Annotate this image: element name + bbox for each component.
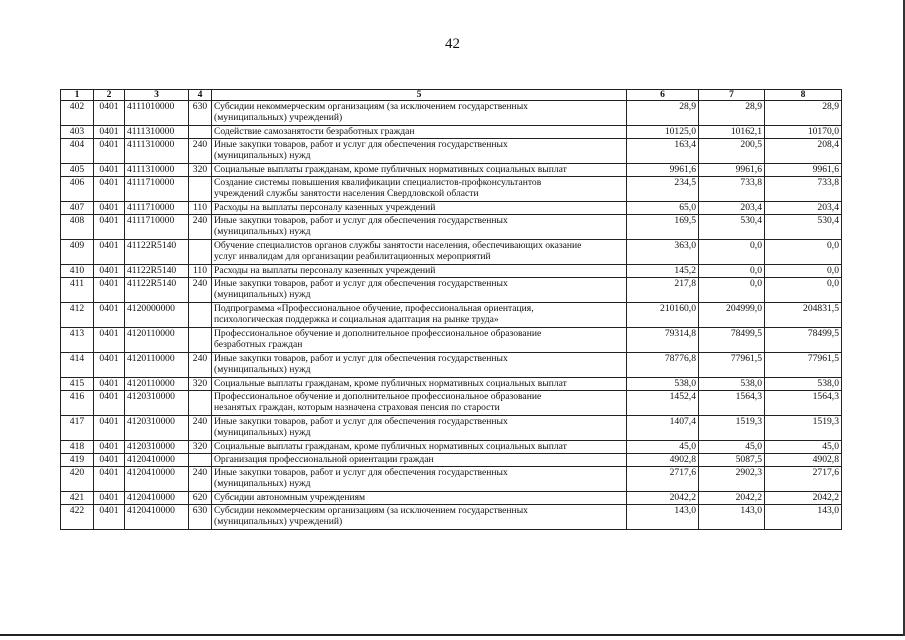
table-row — [61, 441, 842, 454]
target-code-cell: 4111710000 — [125, 202, 189, 215]
row-number-cell: 422 — [61, 505, 94, 530]
table-row — [61, 454, 842, 467]
section-code-cell: 0401 — [94, 240, 125, 265]
amount-col6-cell: 363,0 — [627, 240, 699, 265]
target-code-cell: 4120000000 — [125, 303, 189, 328]
target-code-cell: 4111310000 — [125, 126, 189, 139]
amount-col7-cell: 45,0 — [699, 441, 765, 454]
amount-col8-cell: 204831,5 — [765, 303, 842, 328]
amount-col6-cell: 145,2 — [627, 265, 699, 278]
expense-type-cell: 320 — [189, 164, 212, 177]
item-name-line: (муниципальных) учреждений) — [214, 516, 343, 527]
amount-col6-cell: 217,8 — [627, 278, 699, 303]
header-cell: 4 — [189, 90, 212, 101]
amount-col7-cell: 78499,5 — [699, 328, 765, 353]
item-name-cell — [212, 467, 627, 492]
section-code-cell: 0401 — [94, 378, 125, 391]
row-number-cell: 408 — [61, 215, 94, 240]
header-cell: 1 — [61, 90, 94, 101]
amount-col8-cell: 143,0 — [765, 505, 842, 530]
table-row — [61, 378, 842, 391]
item-name-line: Иные закупки товаров, работ и услуг для обеспечения государственных — [214, 139, 508, 150]
item-name-line: Социальные выплаты гражданам, кроме публичных нормативных социальных выплат — [214, 441, 567, 452]
amount-col8-cell: 2042,2 — [765, 492, 842, 505]
amount-col8-cell: 0,0 — [765, 278, 842, 303]
amount-col8-cell: 0,0 — [765, 265, 842, 278]
header-cell: 2 — [94, 90, 125, 101]
amount-col6-cell: 1407,4 — [627, 416, 699, 441]
row-number-cell: 404 — [61, 139, 94, 164]
expense-type-cell — [189, 303, 212, 328]
table-row — [61, 240, 842, 265]
item-name-cell — [212, 416, 627, 441]
section-code-cell: 0401 — [94, 126, 125, 139]
row-number-cell: 414 — [61, 353, 94, 378]
amount-col7-cell: 203,4 — [699, 202, 765, 215]
target-code-cell: 41122R5140 — [125, 265, 189, 278]
amount-col8-cell: 28,9 — [765, 101, 842, 126]
section-code-cell: 0401 — [94, 505, 125, 530]
item-name-cell — [212, 240, 627, 265]
item-name-cell — [212, 328, 627, 353]
item-name-cell — [212, 441, 627, 454]
header-cell: 8 — [765, 90, 842, 101]
item-name-line: (муниципальных) учреждений) — [214, 112, 343, 123]
row-number-cell: 412 — [61, 303, 94, 328]
table-row — [61, 303, 842, 328]
row-number-cell: 402 — [61, 101, 94, 126]
row-number-cell: 409 — [61, 240, 94, 265]
amount-col8-cell: 9961,6 — [765, 164, 842, 177]
target-code-cell: 4120310000 — [125, 416, 189, 441]
item-name-line: Организация профессиональной ориентации граждан — [214, 454, 434, 465]
item-name-line: Иные закупки товаров, работ и услуг для обеспечения государственных — [214, 353, 508, 364]
amount-col8-cell: 10170,0 — [765, 126, 842, 139]
target-code-cell: 4111010000 — [125, 101, 189, 126]
item-name-line: Социальные выплаты гражданам, кроме публичных нормативных социальных выплат — [214, 378, 567, 389]
table-row — [61, 278, 842, 303]
amount-col6-cell: 169,5 — [627, 215, 699, 240]
header-cell: 3 — [125, 90, 189, 101]
amount-col7-cell: 0,0 — [699, 265, 765, 278]
row-number-cell: 417 — [61, 416, 94, 441]
section-code-cell: 0401 — [94, 441, 125, 454]
amount-col8-cell: 1564,3 — [765, 391, 842, 416]
item-name-line: (муниципальных) нужд — [214, 364, 311, 375]
amount-col7-cell: 5087,5 — [699, 454, 765, 467]
row-number-cell: 407 — [61, 202, 94, 215]
section-code-cell: 0401 — [94, 164, 125, 177]
item-name-line: Создание системы повышения квалификации специалистов-профконсультантов — [214, 177, 542, 188]
table-header-row — [61, 90, 842, 101]
table-body — [61, 101, 842, 530]
table-row — [61, 467, 842, 492]
item-name-cell — [212, 139, 627, 164]
amount-col7-cell: 530,4 — [699, 215, 765, 240]
item-name-line: Обучение специалистов органов службы занятости населения, обеспечивающих оказание — [214, 240, 582, 251]
amount-col6-cell: 538,0 — [627, 378, 699, 391]
table-row — [61, 492, 842, 505]
table-row — [61, 391, 842, 416]
expense-type-cell: 240 — [189, 467, 212, 492]
section-code-cell: 0401 — [94, 265, 125, 278]
expense-type-cell: 630 — [189, 101, 212, 126]
item-name-line: услуг инвалидам для организации реабилитационных мероприятий — [214, 251, 491, 262]
table-row — [61, 101, 842, 126]
expense-type-cell: 320 — [189, 378, 212, 391]
amount-col7-cell: 9961,6 — [699, 164, 765, 177]
amount-col8-cell: 0,0 — [765, 240, 842, 265]
amount-col7-cell: 733,8 — [699, 177, 765, 202]
amount-col6-cell: 4902,8 — [627, 454, 699, 467]
target-code-cell: 41122R5140 — [125, 240, 189, 265]
target-code-cell: 4120110000 — [125, 353, 189, 378]
item-name-cell — [212, 215, 627, 240]
table-row — [61, 328, 842, 353]
item-name-cell — [212, 391, 627, 416]
amount-col8-cell: 77961,5 — [765, 353, 842, 378]
section-code-cell: 0401 — [94, 177, 125, 202]
budget-table — [60, 89, 842, 530]
amount-col8-cell: 78499,5 — [765, 328, 842, 353]
item-name-cell — [212, 126, 627, 139]
item-name-line: Субсидии автономным учреждениям — [214, 492, 366, 503]
header-cell: 5 — [212, 90, 627, 101]
item-name-line: Субсидии некоммерческим организациям (за исключением государственных — [214, 101, 528, 112]
amount-col6-cell: 234,5 — [627, 177, 699, 202]
item-name-line: Иные закупки товаров, работ и услуг для обеспечения государственных — [214, 278, 508, 289]
expense-type-cell: 110 — [189, 265, 212, 278]
item-name-line: (муниципальных) нужд — [214, 478, 311, 489]
amount-col6-cell: 78776,8 — [627, 353, 699, 378]
target-code-cell: 41122R5140 — [125, 278, 189, 303]
amount-col6-cell: 28,9 — [627, 101, 699, 126]
amount-col6-cell: 9961,6 — [627, 164, 699, 177]
header-cell: 6 — [627, 90, 699, 101]
amount-col6-cell: 10125,0 — [627, 126, 699, 139]
expense-type-cell: 240 — [189, 278, 212, 303]
amount-col6-cell: 2717,6 — [627, 467, 699, 492]
item-name-line: Иные закупки товаров, работ и услуг для обеспечения государственных — [214, 215, 508, 226]
item-name-cell — [212, 177, 627, 202]
section-code-cell: 0401 — [94, 101, 125, 126]
row-number-cell: 410 — [61, 265, 94, 278]
target-code-cell: 4111710000 — [125, 177, 189, 202]
row-number-cell: 415 — [61, 378, 94, 391]
item-name-cell — [212, 101, 627, 126]
amount-col7-cell: 28,9 — [699, 101, 765, 126]
amount-col8-cell: 530,4 — [765, 215, 842, 240]
expense-type-cell: 240 — [189, 353, 212, 378]
amount-col6-cell: 143,0 — [627, 505, 699, 530]
amount-col6-cell: 163,4 — [627, 139, 699, 164]
header-cell: 7 — [699, 90, 765, 101]
section-code-cell: 0401 — [94, 416, 125, 441]
item-name-cell — [212, 164, 627, 177]
item-name-cell — [212, 353, 627, 378]
page-number: 42 — [445, 36, 460, 52]
amount-col7-cell: 0,0 — [699, 278, 765, 303]
target-code-cell: 4120410000 — [125, 505, 189, 530]
table-row — [61, 164, 842, 177]
amount-col8-cell: 4902,8 — [765, 454, 842, 467]
amount-col7-cell: 2042,2 — [699, 492, 765, 505]
item-name-line: Расходы на выплаты персоналу казенных учреждений — [214, 202, 436, 213]
row-number-cell: 406 — [61, 177, 94, 202]
item-name-line: Профессиональное обучение и дополнительное профессиональное образование — [214, 391, 542, 402]
item-name-cell — [212, 303, 627, 328]
section-code-cell: 0401 — [94, 202, 125, 215]
amount-col7-cell: 2902,3 — [699, 467, 765, 492]
table-row — [61, 202, 842, 215]
row-number-cell: 419 — [61, 454, 94, 467]
expense-type-cell — [189, 126, 212, 139]
amount-col7-cell: 1519,3 — [699, 416, 765, 441]
expense-type-cell — [189, 240, 212, 265]
target-code-cell: 4111310000 — [125, 139, 189, 164]
amount-col7-cell: 77961,5 — [699, 353, 765, 378]
expense-type-cell — [189, 177, 212, 202]
section-code-cell: 0401 — [94, 139, 125, 164]
target-code-cell: 4120310000 — [125, 391, 189, 416]
item-name-line: (муниципальных) нужд — [214, 289, 311, 300]
amount-col8-cell: 45,0 — [765, 441, 842, 454]
amount-col6-cell: 2042,2 — [627, 492, 699, 505]
section-code-cell: 0401 — [94, 454, 125, 467]
item-name-line: (муниципальных) нужд — [214, 150, 311, 161]
amount-col6-cell: 210160,0 — [627, 303, 699, 328]
amount-col8-cell: 538,0 — [765, 378, 842, 391]
item-name-cell — [212, 278, 627, 303]
section-code-cell: 0401 — [94, 353, 125, 378]
table-row — [61, 126, 842, 139]
target-code-cell: 4120410000 — [125, 492, 189, 505]
item-name-cell — [212, 202, 627, 215]
amount-col8-cell: 733,8 — [765, 177, 842, 202]
row-number-cell: 413 — [61, 328, 94, 353]
amount-col8-cell: 2717,6 — [765, 467, 842, 492]
amount-col8-cell: 1519,3 — [765, 416, 842, 441]
row-number-cell: 418 — [61, 441, 94, 454]
item-name-line: Профессиональное обучение и дополнительное профессиональное образование — [214, 328, 542, 339]
item-name-line: Подпрограмма «Профессиональное обучение, профессиональная ориентация, — [214, 303, 534, 314]
item-name-line: Иные закупки товаров, работ и услуг для обеспечения государственных — [214, 467, 508, 478]
expense-type-cell — [189, 454, 212, 467]
amount-col7-cell: 10162,1 — [699, 126, 765, 139]
table-row — [61, 139, 842, 164]
item-name-line: Иные закупки товаров, работ и услуг для обеспечения государственных — [214, 416, 508, 427]
section-code-cell: 0401 — [94, 391, 125, 416]
row-number-cell: 421 — [61, 492, 94, 505]
expense-type-cell: 110 — [189, 202, 212, 215]
expense-type-cell: 630 — [189, 505, 212, 530]
amount-col8-cell: 208,4 — [765, 139, 842, 164]
table-row — [61, 505, 842, 530]
table-row — [61, 416, 842, 441]
target-code-cell: 4111710000 — [125, 215, 189, 240]
row-number-cell: 420 — [61, 467, 94, 492]
amount-col7-cell: 538,0 — [699, 378, 765, 391]
expense-type-cell: 620 — [189, 492, 212, 505]
expense-type-cell: 240 — [189, 139, 212, 164]
item-name-line: учреждений службы занятости населения Свердловской области — [214, 188, 479, 199]
expense-type-cell: 240 — [189, 416, 212, 441]
amount-col6-cell: 65,0 — [627, 202, 699, 215]
target-code-cell: 4120410000 — [125, 454, 189, 467]
target-code-cell: 4120110000 — [125, 328, 189, 353]
section-code-cell: 0401 — [94, 303, 125, 328]
row-number-cell: 411 — [61, 278, 94, 303]
amount-col7-cell: 200,5 — [699, 139, 765, 164]
row-number-cell: 403 — [61, 126, 94, 139]
expense-type-cell: 240 — [189, 215, 212, 240]
table-row — [61, 177, 842, 202]
amount-col6-cell: 79314,8 — [627, 328, 699, 353]
amount-col7-cell: 204999,0 — [699, 303, 765, 328]
amount-col6-cell: 1452,4 — [627, 391, 699, 416]
row-number-cell: 416 — [61, 391, 94, 416]
amount-col7-cell: 143,0 — [699, 505, 765, 530]
amount-col6-cell: 45,0 — [627, 441, 699, 454]
table-row — [61, 353, 842, 378]
item-name-line: безработных граждан — [214, 339, 303, 350]
item-name-cell — [212, 505, 627, 530]
page-edge-bottom — [0, 634, 905, 636]
section-code-cell: 0401 — [94, 328, 125, 353]
row-number-cell: 405 — [61, 164, 94, 177]
amount-col7-cell: 0,0 — [699, 240, 765, 265]
table-row — [61, 215, 842, 240]
item-name-line: Расходы на выплаты персоналу казенных учреждений — [214, 265, 436, 276]
section-code-cell: 0401 — [94, 467, 125, 492]
item-name-cell — [212, 378, 627, 391]
item-name-line: Социальные выплаты гражданам, кроме публичных нормативных социальных выплат — [214, 164, 567, 175]
amount-col8-cell: 203,4 — [765, 202, 842, 215]
target-code-cell: 4120110000 — [125, 378, 189, 391]
table-row — [61, 265, 842, 278]
target-code-cell: 4111310000 — [125, 164, 189, 177]
section-code-cell: 0401 — [94, 492, 125, 505]
expense-type-cell: 320 — [189, 441, 212, 454]
item-name-line: (муниципальных) нужд — [214, 427, 311, 438]
expense-type-cell — [189, 391, 212, 416]
item-name-cell — [212, 492, 627, 505]
section-code-cell: 0401 — [94, 278, 125, 303]
item-name-cell — [212, 454, 627, 467]
expense-type-cell — [189, 328, 212, 353]
item-name-cell — [212, 265, 627, 278]
item-name-line: (муниципальных) нужд — [214, 226, 311, 237]
section-code-cell: 0401 — [94, 215, 125, 240]
target-code-cell: 4120410000 — [125, 467, 189, 492]
item-name-line: психологическая поддержка и социальная адаптация на рынке труда» — [214, 314, 499, 325]
item-name-line: Субсидии некоммерческим организациям (за исключением государственных — [214, 505, 528, 516]
item-name-line: незанятых граждан, которым назначена страховая пенсия по старости — [214, 402, 500, 413]
target-code-cell: 4120310000 — [125, 441, 189, 454]
item-name-line: Содействие самозанятости безработных граждан — [214, 126, 415, 137]
amount-col7-cell: 1564,3 — [699, 391, 765, 416]
